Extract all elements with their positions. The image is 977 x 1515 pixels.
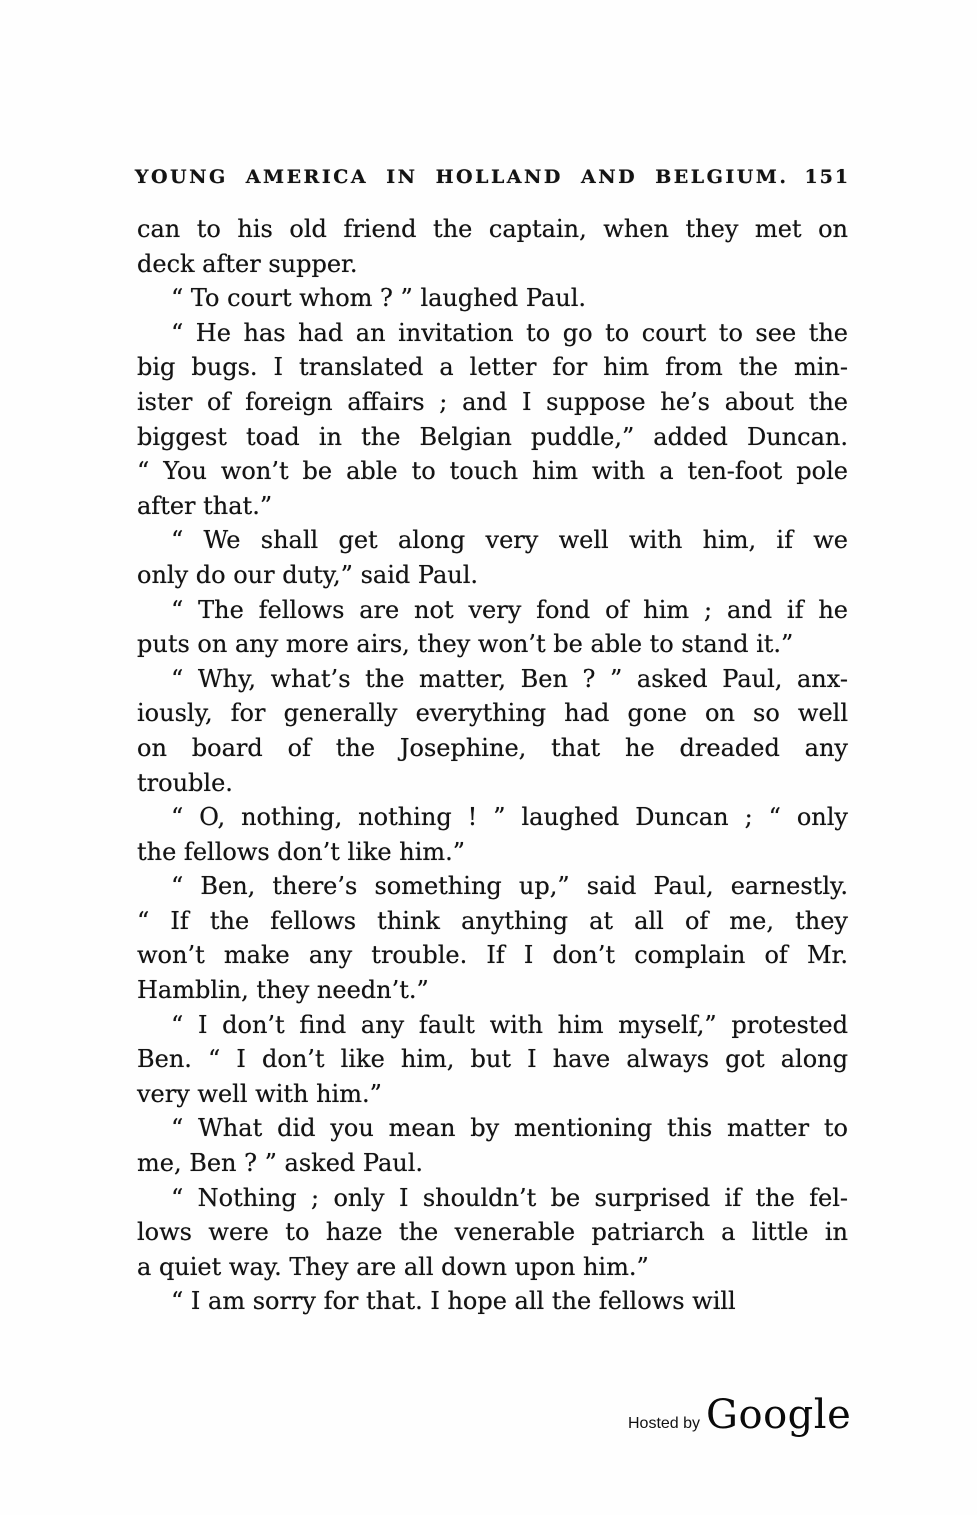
paragraph (137, 281, 848, 316)
running-title: YOUNG AMERICA IN HOLLAND AND BELGIUM. (134, 166, 789, 188)
text-line: “ Ben, there’s something up,” said Paul, earnestly. (171, 872, 848, 901)
text-line: “ To court whom ? ” laughed Paul. (171, 284, 587, 313)
paragraph (137, 662, 848, 800)
text-line: a quiet way. They are all down upon him.” (137, 1252, 649, 1281)
google-logo: Google (706, 1392, 852, 1438)
text-line: deck after supper. (137, 249, 358, 278)
text-line: “ The fellows are not very fond of him ; and if he (171, 595, 848, 624)
paragraph (137, 869, 848, 1007)
paragraph (137, 800, 848, 869)
text-line: “ I don’t find any fault with him myself,” protested (171, 1010, 848, 1039)
page-number: 151 (804, 166, 851, 188)
text-line: “ I am sorry for that. I hope all the fellows will (171, 1287, 736, 1316)
text-line: puts on any more airs, they won’t be able to stand it.” (137, 630, 794, 659)
paragraph (137, 316, 848, 524)
paragraph (137, 1181, 848, 1285)
text-line: “ Why, what’s the matter, Ben ? ” asked Paul, anx- (171, 664, 848, 693)
text-line: “ O, nothing, nothing ! ” laughed Duncan ; “ only (171, 803, 848, 832)
text-line: after that.” (137, 491, 273, 520)
hosted-by-label: Hosted by (628, 1415, 701, 1432)
text-line: ister of foreign affairs ; and I suppose he’s about the (137, 387, 848, 416)
text-line: trouble. (137, 768, 233, 797)
text-line: “ We shall get along very well with him, if we (171, 526, 848, 555)
text-line: only do our duty,” said Paul. (137, 560, 479, 589)
text-line: Ben. “ I don’t like him, but I have always got along (137, 1045, 848, 1074)
paragraph (137, 593, 848, 662)
body-text (137, 212, 848, 1319)
text-line: “ If the fellows think anything at all of me, they (137, 906, 848, 935)
text-line: won’t make any trouble. If I don’t complain of Mr. (137, 941, 848, 970)
text-line: the fellows don’t like him.” (137, 837, 465, 866)
text-line: lows were to haze the venerable patriarch a little in (137, 1218, 848, 1247)
text-line: on board of the Josephine, that he dreaded any (137, 733, 848, 762)
page-header (134, 166, 851, 188)
text-line: “ He has had an invitation to go to court to see the (171, 318, 848, 347)
google-attribution (628, 1392, 851, 1438)
paragraph (137, 523, 848, 592)
paragraph (137, 212, 848, 281)
paragraph (137, 1284, 848, 1319)
text-line: very well with him.” (137, 1079, 382, 1108)
text-line: Hamblin, they needn’t.” (137, 976, 429, 1005)
text-line: “ Nothing ; only I shouldn’t be surprised if the fel- (171, 1183, 848, 1212)
text-line: “ You won’t be able to touch him with a ten-foot pole (137, 457, 848, 486)
paragraph (137, 1008, 848, 1112)
text-line: “ What did you mean by mentioning this matter to (171, 1114, 848, 1143)
text-line: can to his old friend the captain, when they met on (137, 215, 848, 243)
text-line: biggest toad in the Belgian puddle,” added Duncan. (137, 422, 848, 451)
text-line: big bugs. I translated a letter for him from the min- (137, 353, 848, 382)
text-line: iously, for generally everything had gone on so well (137, 699, 848, 728)
paragraph (137, 1111, 848, 1180)
text-line: me, Ben ? ” asked Paul. (137, 1149, 424, 1178)
